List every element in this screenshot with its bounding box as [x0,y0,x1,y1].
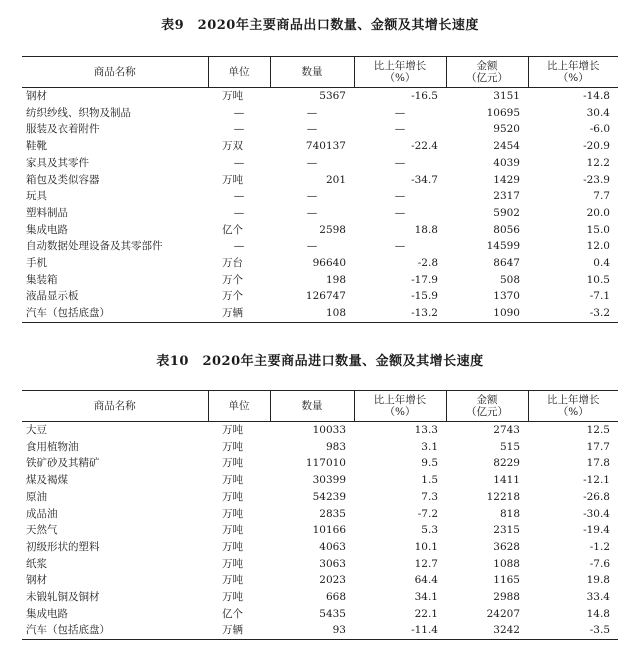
cell-amount-growth: 19.8 [586,574,610,587]
cell-product-name: 鞋靴 [26,140,47,153]
cell-amount: 515 [499,440,520,453]
table-row [22,88,618,105]
column-header-amount: 金额 （亿元） [446,57,528,88]
column-header-product-name: 商品名称 [22,57,208,88]
cell-amount: 4039 [493,156,520,169]
cell-unit: 万辆 [208,622,270,639]
cell-product-name: 钢材 [26,574,47,587]
cell-product-name: 钢材 [26,90,47,102]
export-table [22,56,618,323]
cell-quantity: 5367 [319,90,346,102]
table-row [22,155,618,172]
cell-amount: 1088 [493,557,520,570]
cell-amount: 8229 [493,457,520,470]
cell-quantity: — [306,106,318,119]
cell-unit: 万吨 [222,490,243,503]
cell-amount: 2317 [493,190,520,203]
cell-unit: 万吨 [222,90,243,102]
cell-product-name: 手机 [26,257,47,270]
cell-quantity: 30399 [312,474,346,487]
table-row [22,522,618,539]
cell-amount: 24207 [486,607,520,620]
cell-amount: 818 [499,507,520,520]
cell-quantity-growth: 12.7 [414,557,438,570]
cell-amount: 3242 [446,622,528,639]
cell-amount: 2315 [493,524,520,537]
cell-amount-growth: 20.0 [586,206,610,219]
cell-quantity: 4063 [319,540,346,553]
cell-amount: 1411 [493,474,520,487]
table-row [22,272,618,289]
cell-amount: 2988 [493,591,520,604]
cell-amount-growth: -12.1 [583,474,610,487]
table-row [22,121,618,138]
cell-product-name: 纺织纱线、织物及制品 [26,106,131,119]
cell-amount-growth: -14.8 [583,90,610,102]
cell-quantity: 93 [270,622,354,639]
table-row [22,489,618,506]
cell-unit: — [233,240,245,253]
table-row [22,589,618,606]
cell-quantity: — [306,123,318,136]
table-row [22,105,618,122]
cell-quantity-growth: 5.3 [421,524,438,537]
column-header-quantity-growth: 比上年增长 （%） [354,57,446,88]
cell-amount-growth: -23.9 [583,173,610,186]
table-row [22,455,618,472]
import-table [22,390,618,640]
cell-unit: 万台 [222,257,243,270]
cell-amount: 3151 [493,90,520,102]
cell-amount: 1165 [493,574,520,587]
cell-unit: 万双 [222,140,243,153]
cell-amount-growth: 10.5 [586,273,610,286]
import-table-title: 表10 2020年主要商品进口数量、金额及其增长速度 [156,354,484,369]
cell-product-name: 自动数据处理设备及其零部件 [26,240,163,253]
cell-product-name: 箱包及类似容器 [26,173,100,186]
cell-amount: 9520 [493,123,520,136]
column-header-amount-growth: 比上年增长 （%） [528,391,618,422]
cell-quantity-growth: -16.5 [411,90,438,102]
cell-unit: 亿个 [222,223,243,236]
cell-amount-growth: 12.5 [586,424,610,436]
cell-unit: — [233,123,245,136]
export-table-title: 表9 2020年主要商品出口数量、金额及其增长速度 [161,18,479,33]
column-header-unit: 单位 [208,391,270,422]
cell-unit: 万吨 [222,474,243,487]
cell-unit: — [233,156,245,169]
cell-amount: 1090 [446,305,528,322]
cell-quantity-growth: — [394,123,406,136]
cell-quantity-growth: 22.1 [414,607,438,620]
cell-unit: 万个 [222,273,243,286]
cell-amount-growth: -6.0 [589,123,610,136]
cell-quantity: 108 [270,305,354,322]
cell-product-name: 服装及衣着附件 [26,123,100,136]
cell-quantity-growth: -22.4 [411,140,438,153]
cell-product-name: 集成电路 [26,223,68,236]
cell-amount-growth: -3.2 [528,305,618,322]
column-header-quantity-growth: 比上年增长 （%） [354,391,446,422]
cell-quantity: 10033 [312,424,346,436]
cell-quantity-growth: 9.5 [421,457,438,470]
cell-amount-growth: -30.4 [583,507,610,520]
cell-product-name: 家具及其零件 [26,156,89,169]
table-row [22,172,618,189]
cell-product-name: 初级形状的塑料 [26,540,100,553]
table-row [22,472,618,489]
cell-unit: 亿个 [222,607,243,620]
cell-unit: 万吨 [222,173,243,186]
cell-product-name: 塑料制品 [26,206,68,219]
column-header-product-name: 商品名称 [22,391,208,422]
cell-amount: 2743 [493,424,520,436]
table-header-row [22,57,618,88]
table-row [22,222,618,239]
cell-quantity-growth: -13.2 [354,305,446,322]
cell-product-name: 汽车（包括底盘） [22,622,208,639]
cell-product-name: 纸浆 [26,557,47,570]
cell-quantity: — [306,206,318,219]
cell-quantity-growth: -11.4 [354,622,446,639]
cell-unit: — [233,206,245,219]
cell-amount: 8647 [493,257,520,270]
cell-quantity-growth: 34.1 [414,591,438,604]
cell-amount: 5902 [493,206,520,219]
cell-unit: 万吨 [222,440,243,453]
cell-unit: 万吨 [222,540,243,553]
table-row [22,572,618,589]
cell-amount-growth: 12.2 [586,156,610,169]
table-row [22,305,618,322]
cell-amount-growth: -19.4 [583,524,610,537]
cell-quantity-growth: — [394,206,406,219]
cell-amount: 3628 [493,540,520,553]
cell-product-name: 未锻轧铜及铜材 [26,591,100,604]
cell-quantity: 2023 [319,574,346,587]
cell-product-name: 大豆 [26,424,47,436]
cell-quantity-growth: 1.5 [421,474,438,487]
cell-quantity-growth: -17.9 [411,273,438,286]
cell-quantity-growth: -2.8 [417,257,438,270]
cell-product-name: 原油 [26,490,47,503]
cell-amount-growth: 0.4 [593,257,610,270]
cell-quantity: — [306,156,318,169]
cell-amount: 10695 [486,106,520,119]
cell-unit: 万吨 [222,457,243,470]
cell-quantity-growth: — [394,240,406,253]
cell-quantity: 117010 [305,457,346,470]
cell-amount: 14599 [486,240,520,253]
cell-amount-growth: 17.7 [586,440,610,453]
cell-quantity: 126747 [305,290,346,303]
cell-quantity-growth: 64.4 [414,574,438,587]
cell-quantity-growth: — [394,156,406,169]
cell-quantity: 54239 [312,490,346,503]
cell-unit: 万吨 [222,591,243,604]
cell-product-name: 食用植物油 [26,440,79,453]
cell-amount-growth: 15.0 [586,223,610,236]
cell-quantity-growth: — [394,106,406,119]
cell-quantity: 96640 [312,257,346,270]
table-row [22,138,618,155]
cell-amount-growth: -20.9 [583,140,610,153]
cell-amount-growth: 12.0 [586,240,610,253]
cell-amount: 508 [499,273,520,286]
cell-unit: 万吨 [222,574,243,587]
cell-quantity: — [306,190,318,203]
table-row [22,539,618,556]
cell-product-name: 液晶显示板 [26,290,79,303]
table-row [22,188,618,205]
cell-amount: 8056 [493,223,520,236]
table-row [22,238,618,255]
cell-amount-growth: 7.7 [593,190,610,203]
cell-quantity: 668 [325,591,346,604]
cell-product-name: 成品油 [26,507,58,520]
cell-product-name: 煤及褐煤 [26,474,68,487]
cell-unit: — [233,190,245,203]
cell-unit: — [233,106,245,119]
cell-product-name: 铁矿砂及其精矿 [26,457,100,470]
cell-quantity-growth: -15.9 [411,290,438,303]
cell-amount: 1370 [493,290,520,303]
cell-quantity: 983 [325,440,346,453]
table-row [22,205,618,222]
cell-unit: 万辆 [208,305,270,322]
cell-amount-growth: 33.4 [586,591,610,604]
table-header-row [22,391,618,422]
cell-amount-growth: 17.8 [586,457,610,470]
cell-unit: 万吨 [222,424,243,436]
cell-unit: 万吨 [222,557,243,570]
cell-amount: 1429 [493,173,520,186]
column-header-quantity: 数量 [270,391,354,422]
table-row [22,506,618,523]
cell-product-name: 汽车（包括底盘） [22,305,208,322]
cell-quantity-growth: — [394,190,406,203]
table-row [22,439,618,456]
cell-amount-growth: -3.5 [528,622,618,639]
cell-quantity: 198 [325,273,346,286]
cell-quantity: 5435 [319,607,346,620]
cell-quantity: 740137 [305,140,346,153]
cell-quantity: — [306,240,318,253]
cell-quantity-growth: -7.2 [417,507,438,520]
table-row [22,255,618,272]
cell-quantity-growth: 7.3 [421,490,438,503]
cell-quantity: 2598 [319,223,346,236]
cell-amount-growth: -1.2 [589,540,610,553]
cell-quantity: 2835 [319,507,346,520]
cell-quantity-growth: 18.8 [414,223,438,236]
column-header-amount-growth: 比上年增长 （%） [528,57,618,88]
cell-product-name: 天然气 [26,524,58,537]
cell-amount-growth: -7.6 [589,557,610,570]
cell-amount-growth: -26.8 [583,490,610,503]
table-row [22,606,618,623]
cell-product-name: 集装箱 [26,273,58,286]
cell-quantity: 201 [325,173,346,186]
cell-unit: 万个 [222,290,243,303]
table-row [22,622,618,639]
cell-unit: 万吨 [222,507,243,520]
cell-product-name: 集成电路 [26,607,68,620]
table-row [22,422,618,439]
cell-quantity-growth: 13.3 [414,424,438,436]
cell-amount: 12218 [486,490,520,503]
cell-quantity-growth: 10.1 [414,540,438,553]
column-header-quantity: 数量 [270,57,354,88]
cell-quantity-growth: 3.1 [421,440,438,453]
cell-amount-growth: -7.1 [589,290,610,303]
cell-quantity: 3063 [319,557,346,570]
cell-amount: 2454 [493,140,520,153]
cell-quantity-growth: -34.7 [411,173,438,186]
cell-amount-growth: 14.8 [586,607,610,620]
column-header-amount: 金额 （亿元） [446,391,528,422]
cell-quantity: 10166 [312,524,346,537]
table-row [22,288,618,305]
table-row [22,556,618,573]
cell-product-name: 玩具 [26,190,47,203]
cell-amount-growth: 30.4 [586,106,610,119]
column-header-unit: 单位 [208,57,270,88]
cell-unit: 万吨 [222,524,243,537]
